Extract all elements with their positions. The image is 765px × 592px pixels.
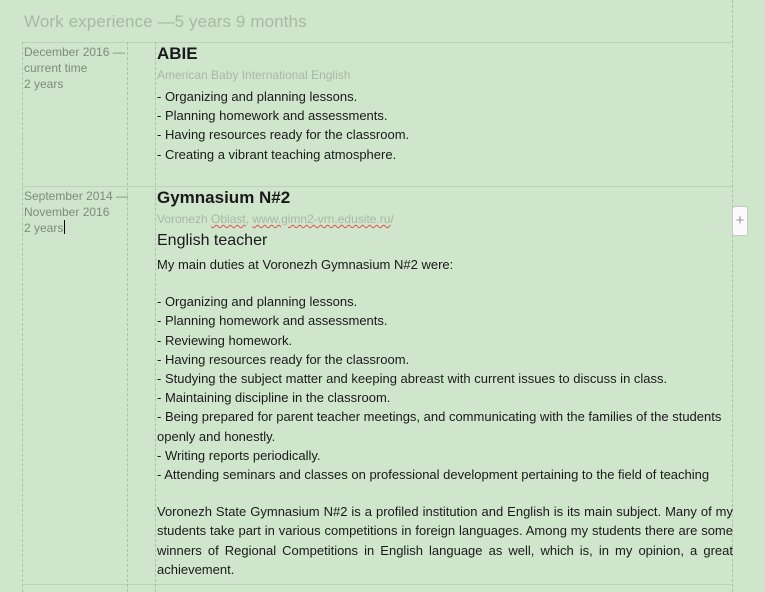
company-subtitle bbox=[157, 210, 733, 228]
column-guide bbox=[155, 42, 156, 592]
divider bbox=[22, 186, 732, 187]
duty-line: - Organizing and planning lessons. bbox=[157, 89, 358, 104]
duty-line: - Writing reports periodically. bbox=[157, 447, 321, 463]
duties-intro: My main duties at Voronezh Gymnasium N#2 were: bbox=[157, 257, 454, 272]
date-start: September 2014 — bbox=[24, 189, 129, 203]
date-end: current time bbox=[24, 61, 88, 75]
duty-line: - Creating a vibrant teaching atmosphere. bbox=[157, 146, 397, 162]
subtitle-part: , bbox=[245, 212, 253, 226]
company-subtitle: American Baby International English bbox=[157, 68, 351, 82]
description-paragraph: Voronezh State Gymnasium N#2 is a profiled institution and English is its main subject. Many of my students take part in various competitions in foreign languages. Among my students there are some winners of Regional Competitions in English language as well, which is, in my opinion, a great achievement. bbox=[157, 504, 733, 577]
entry-dates[interactable] bbox=[24, 188, 128, 236]
duration: 2 years bbox=[24, 221, 64, 235]
subtitle-part: Voronezh bbox=[157, 212, 212, 226]
duty-line: - Having resources ready for the classroom. bbox=[157, 351, 410, 367]
duration-row[interactable] bbox=[24, 220, 128, 236]
section-title: Work experience —5 years 9 months bbox=[24, 12, 307, 31]
column-guide bbox=[127, 42, 128, 592]
entry-content[interactable] bbox=[157, 188, 733, 579]
duty-line: - Attending seminars and classes on professional development pertaining to the field of teaching bbox=[157, 467, 710, 483]
subtitle-part: / bbox=[390, 212, 394, 226]
duty-line: - Planning homework and assessments. bbox=[157, 313, 388, 329]
date-end: November 2016 bbox=[24, 205, 110, 219]
date-start: December 2016 — bbox=[24, 45, 125, 59]
company-website: www.gimn2-vrn.edusite.ru bbox=[252, 212, 391, 226]
column-guide bbox=[22, 42, 23, 592]
job-title: English teacher bbox=[157, 232, 268, 249]
duty-line: - Organizing and planning lessons. bbox=[157, 294, 358, 310]
divider bbox=[22, 584, 732, 585]
blank-line bbox=[157, 274, 733, 292]
divider bbox=[22, 42, 732, 43]
duty-line: - Studying the subject matter and keeping abreast with current issues to discuss in class. bbox=[157, 371, 668, 387]
duration: 2 years bbox=[24, 77, 64, 91]
duty-line: - Having resources ready for the classroom. bbox=[157, 127, 410, 143]
duty-line: - Maintaining discipline in the classroom. bbox=[157, 390, 391, 406]
spellcheck-word: Oblast bbox=[211, 212, 246, 226]
entry-dates[interactable] bbox=[24, 44, 128, 92]
add-entry-button[interactable]: + bbox=[732, 206, 748, 236]
text-cursor bbox=[64, 220, 65, 234]
duty-line: - Reviewing homework. bbox=[157, 332, 293, 348]
duty-line: - Being prepared for parent teacher meetings, and communicating with the families of the students bbox=[157, 409, 722, 425]
company-name: Gymnasium N#2 bbox=[157, 188, 291, 207]
duty-line: - Planning homework and assessments. bbox=[157, 108, 388, 124]
blank-line bbox=[157, 484, 733, 502]
company-name: ABIE bbox=[157, 44, 198, 63]
entry-content[interactable] bbox=[157, 44, 733, 164]
duty-line: openly and honestly. bbox=[157, 428, 276, 444]
